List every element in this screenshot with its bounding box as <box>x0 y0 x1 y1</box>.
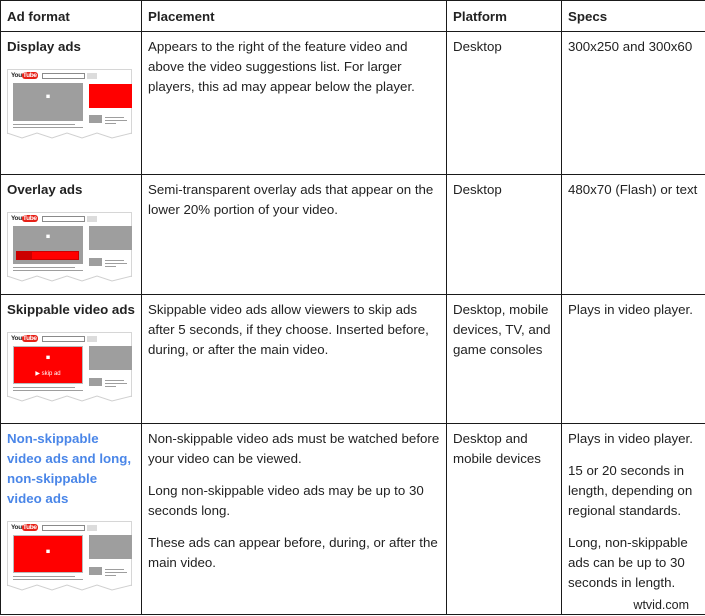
suggestion-thumb-mock <box>89 567 102 575</box>
suggestion-line <box>105 117 124 118</box>
title-line <box>13 576 75 577</box>
watermark: wtvid.com <box>633 598 689 612</box>
youtube-logo: YouTube <box>11 215 37 222</box>
cell-format <box>1 175 142 295</box>
header-placement: Placement <box>142 1 447 32</box>
suggestion-line <box>105 266 116 267</box>
suggestion-line <box>105 380 124 381</box>
overlay-ads-thumbnail <box>7 212 132 277</box>
video-ad-player-mock <box>13 535 83 573</box>
skippable-ads-thumbnail <box>7 332 132 397</box>
video-camera-icon: ■ <box>45 548 51 556</box>
cell-platform: Desktop <box>447 32 562 175</box>
header-specs: Specs <box>562 1 705 32</box>
sidebar-box-mock <box>89 535 132 559</box>
suggestion-line <box>105 569 124 570</box>
video-player-mock <box>13 83 83 121</box>
title-line <box>13 127 83 128</box>
sidebar-box-mock <box>89 226 132 250</box>
table-row-skippable-ads <box>1 295 705 424</box>
cell-format <box>1 295 142 424</box>
search-button-mock <box>87 73 97 79</box>
suggestion-line <box>105 263 127 264</box>
table-header-row <box>1 1 705 32</box>
display-ad-box <box>89 84 132 108</box>
suggestion-thumb-mock <box>89 258 102 266</box>
torn-edge-decoration <box>7 275 132 283</box>
table-row-overlay-ads <box>1 175 705 295</box>
non-skippable-ads-thumbnail <box>7 521 132 586</box>
search-button-mock <box>87 216 97 222</box>
suggestion-line <box>105 260 124 261</box>
suggestion-line <box>105 386 116 387</box>
title-line <box>13 267 75 268</box>
video-camera-icon: ■ <box>45 93 51 101</box>
skip-ad-label: ▶ skip ad <box>35 371 61 377</box>
search-bar-mock <box>42 216 85 222</box>
sidebar-box-mock <box>89 346 132 370</box>
table-row-non-skippable-ads <box>1 424 705 615</box>
cell-specs: 300x250 and 300x60 <box>562 32 705 175</box>
cell-platform: Desktop and mobile devices <box>447 424 562 615</box>
cell-platform: Desktop <box>447 175 562 295</box>
format-name: Skippable video ads <box>7 302 135 317</box>
torn-edge-decoration <box>7 395 132 403</box>
table-row-display-ads <box>1 32 705 175</box>
search-button-mock <box>87 336 97 342</box>
search-bar-mock <box>42 525 85 531</box>
overlay-ad-bar <box>16 251 79 260</box>
search-bar-mock <box>42 73 85 79</box>
video-camera-icon: ■ <box>45 233 51 241</box>
video-ad-player-mock <box>13 346 83 384</box>
suggestion-line <box>105 575 116 576</box>
header-platform: Platform <box>447 1 562 32</box>
torn-edge-decoration <box>7 132 132 140</box>
title-line <box>13 579 83 580</box>
cell-specs: Plays in video player. <box>562 295 705 424</box>
cell-placement: Non-skippable video ads must be watched before your video can be viewed. Long non-skippable video ads may be up to 30 seconds long. These ads can appear before, during, or after the main video. <box>142 424 447 615</box>
cell-placement: Skippable video ads allow viewers to skip ads after 5 seconds, if they choose. Inserted before, during, or after the main video. <box>142 295 447 424</box>
suggestion-thumb-mock <box>89 378 102 386</box>
suggestion-line <box>105 383 127 384</box>
cell-specs: Plays in video player. 15 or 20 seconds in length, depending on regional standards. Long, non-skippable ads can be up to 30 seconds in length. <box>562 424 705 615</box>
title-line <box>13 390 83 391</box>
cell-format <box>1 32 142 175</box>
video-camera-icon: ■ <box>45 354 51 362</box>
youtube-logo: YouTube <box>11 335 37 342</box>
suggestion-line <box>105 120 127 121</box>
torn-edge-decoration <box>7 584 132 592</box>
search-button-mock <box>87 525 97 531</box>
suggestion-line <box>105 123 116 124</box>
display-ads-thumbnail <box>7 69 132 134</box>
cell-specs: 480x70 (Flash) or text <box>562 175 705 295</box>
format-name: Display ads <box>7 39 81 54</box>
cell-placement: Semi-transparent overlay ads that appear on the lower 20% portion of your video. <box>142 175 447 295</box>
youtube-logo: YouTube <box>11 72 37 79</box>
search-bar-mock <box>42 336 85 342</box>
cell-platform: Desktop, mobile devices, TV, and game consoles <box>447 295 562 424</box>
cell-format <box>1 424 142 615</box>
suggestion-line <box>105 572 127 573</box>
title-line <box>13 387 75 388</box>
format-name: Overlay ads <box>7 182 83 197</box>
non-skippable-ads-link[interactable]: Non-skippable video ads and long, non-skippable video ads <box>7 431 132 506</box>
title-line <box>13 124 75 125</box>
header-ad-format: Ad format <box>1 1 142 32</box>
title-line <box>13 270 83 271</box>
suggestion-thumb-mock <box>89 115 102 123</box>
youtube-logo: YouTube <box>11 524 37 531</box>
cell-placement: Appears to the right of the feature video and above the video suggestions list. For larger players, this ad may appear below the player. <box>142 32 447 175</box>
